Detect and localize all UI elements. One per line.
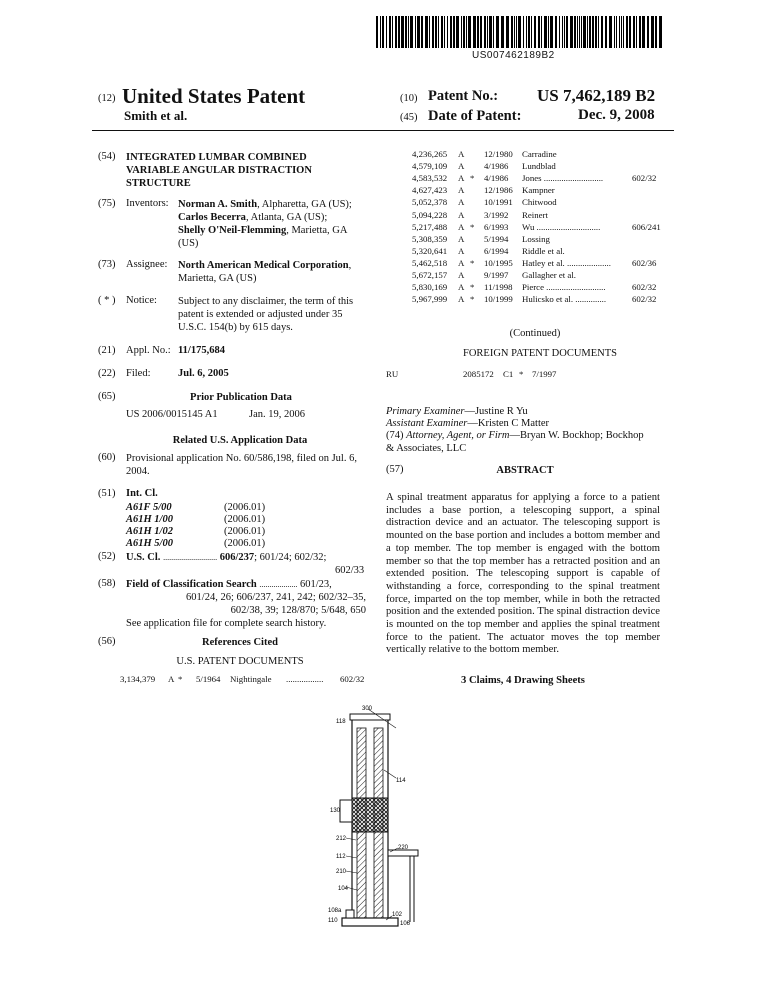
field-search xyxy=(126,578,371,591)
int-cl-code: A61H 1/00 xyxy=(126,514,173,525)
barcode-bar xyxy=(655,16,657,48)
field-label: Field of Classification Search xyxy=(126,579,257,590)
inventor-name: Shelly O'Neil-Flemming xyxy=(178,225,287,236)
attorney-label: Attorney, Agent, or Firm xyxy=(406,430,510,441)
barcode-bar xyxy=(417,16,420,48)
prior-pub-heading: Prior Publication Data xyxy=(190,392,292,403)
assignee-location: Marietta, GA (US) xyxy=(178,273,257,284)
barcode-bar xyxy=(609,16,612,48)
ref-num: 5,462,518 xyxy=(412,257,448,268)
ref-date: 9/1997 xyxy=(484,270,509,280)
barcode-bar xyxy=(405,16,407,48)
inventor-name: Norman A. Smith xyxy=(178,199,258,210)
code-56: (56) xyxy=(98,636,116,647)
assignee-comma: , xyxy=(348,260,352,271)
barcode-bar xyxy=(516,16,517,48)
barcode-bar xyxy=(421,16,423,48)
ref-num: 4,236,265 xyxy=(412,149,448,159)
provisional-line: 2004. xyxy=(126,466,150,477)
drawing-label: 300 xyxy=(362,706,373,712)
code-10: (10) xyxy=(400,93,418,104)
int-cl-row xyxy=(126,525,286,537)
foreign-heading: FOREIGN PATENT DOCUMENTS xyxy=(462,348,618,359)
foreign-country: RU xyxy=(386,369,399,379)
int-cl-version: (2006.01) xyxy=(224,514,266,525)
us-cl-rest: ; 601/24; 602/32; xyxy=(254,552,327,563)
field-line: 602/38, 39; 128/870; 5/648, 650 xyxy=(230,605,366,616)
continued: (Continued) xyxy=(509,328,561,339)
ref-kind: A xyxy=(458,185,465,196)
abstract-heading: ABSTRACT xyxy=(496,465,554,476)
ref-kind: A xyxy=(458,161,465,172)
barcode-bar xyxy=(461,16,462,48)
filed-date: Jul. 6, 2005 xyxy=(178,368,229,379)
ref-num: 4,583,532 xyxy=(412,173,448,184)
title xyxy=(126,151,312,190)
ref-cls: 602/32 xyxy=(632,282,657,293)
ref-name: Carradine xyxy=(522,149,557,159)
ref-cls: 602/32 xyxy=(632,294,657,305)
drawing-label: 212 xyxy=(336,836,347,842)
ref-row xyxy=(412,222,660,234)
code-21: (21) xyxy=(98,345,116,356)
ref-name: Lossing xyxy=(522,233,550,244)
barcode xyxy=(374,16,664,50)
ref-date: 6/1994 xyxy=(484,245,509,256)
barcode-bar xyxy=(579,16,580,48)
barcode-bar xyxy=(626,16,628,48)
inventor-name: Carlos Becerra xyxy=(178,212,246,223)
barcode-bar xyxy=(548,16,549,48)
authors: Smith et al. xyxy=(124,108,188,123)
us-cl-label: U.S. Cl. xyxy=(126,552,161,563)
barcode-bar xyxy=(518,16,521,48)
header-rule xyxy=(92,130,674,131)
ref-row xyxy=(412,294,660,306)
ref-num: 5,308,359 xyxy=(412,233,448,244)
code-65: (65) xyxy=(98,391,116,402)
title-line: INTEGRATED LUMBAR COMBINED xyxy=(126,152,307,163)
code-57: (57) xyxy=(386,464,404,475)
barcode-bar xyxy=(642,16,645,48)
ref-name: Pierce ........................... xyxy=(522,282,606,293)
barcode-bar xyxy=(619,16,620,48)
ref-row xyxy=(412,185,660,197)
ref-name: Hulicsko et al. .............. xyxy=(522,294,607,305)
ref-name: Reinert xyxy=(522,209,548,220)
barcode-bar xyxy=(550,16,553,48)
barcode-bar xyxy=(489,16,492,48)
notice-line: U.S.C. 154(b) by 615 days. xyxy=(178,322,293,333)
barcode-bar xyxy=(425,16,428,48)
ref-kind: A xyxy=(458,173,465,184)
related-heading: Related U.S. Application Data xyxy=(172,435,308,446)
barcode-bar xyxy=(651,16,654,48)
barcode-bar xyxy=(435,16,437,48)
inventor-location: (US) xyxy=(178,238,199,249)
pub-no: US 2006/0015145 A1 xyxy=(126,409,218,420)
ref-cls: 602/36 xyxy=(632,257,657,268)
barcode-bar xyxy=(441,16,443,48)
ref-num: 3,134,379 xyxy=(120,674,156,684)
ref-num: 5,217,488 xyxy=(412,221,448,232)
assistant-label: Assistant Examiner xyxy=(386,418,468,429)
barcode-bar xyxy=(544,16,547,48)
field-dots: ................... xyxy=(259,580,298,589)
ref-kind: A xyxy=(458,221,465,232)
ref-kind: A xyxy=(458,233,465,244)
ref-date: 12/1980 xyxy=(484,149,513,159)
ref-name: Lundblad xyxy=(522,161,556,172)
ref-num: 5,830,169 xyxy=(412,282,448,293)
ref-row xyxy=(412,282,660,294)
barcode-bar xyxy=(592,16,594,48)
code-51: (51) xyxy=(98,488,116,499)
barcode-bar xyxy=(401,16,404,48)
ref-kind: A xyxy=(458,257,465,268)
ref-date: 4/1986 xyxy=(484,173,509,184)
ref-num: 5,967,999 xyxy=(412,294,448,305)
assignee-name: North American Medical Corporation xyxy=(178,260,349,271)
inventors xyxy=(178,198,368,250)
code-58: (58) xyxy=(98,578,116,589)
barcode-bar xyxy=(392,16,393,48)
code-60: (60) xyxy=(98,452,116,463)
ref-date: 10/1999 xyxy=(484,294,513,305)
barcode-bar xyxy=(463,16,465,48)
barcode-bar xyxy=(616,16,617,48)
title-line: STRUCTURE xyxy=(126,178,191,189)
barcode-bar xyxy=(432,16,434,48)
barcode-bar xyxy=(566,16,568,48)
field-lines xyxy=(126,591,366,617)
ref-row xyxy=(412,173,660,185)
barcode-bar xyxy=(598,16,599,48)
ref-kind: A xyxy=(458,282,465,293)
int-cl-code: A61H 5/00 xyxy=(126,538,173,549)
barcode-bar xyxy=(429,16,430,48)
inventor-location: , Marietta, GA xyxy=(286,225,348,236)
title-line: VARIABLE ANGULAR DISTRACTION xyxy=(126,165,312,176)
barcode-bar xyxy=(633,16,635,48)
barcode-bar xyxy=(447,16,448,48)
us-cl-rest-line: 602/33 xyxy=(335,565,365,576)
inventor-location: , Alpharetta, GA (US); xyxy=(257,199,352,210)
int-cl-code: A61H 1/02 xyxy=(126,526,173,537)
ref-star: * xyxy=(470,257,475,268)
drawing-label: 112 xyxy=(336,854,346,860)
barcode-bar xyxy=(534,16,536,48)
barcode-bar xyxy=(415,16,416,48)
barcode-bar xyxy=(587,16,588,48)
ref-dots: ................. xyxy=(286,674,324,684)
barcode-bar xyxy=(477,16,479,48)
barcode-bar xyxy=(623,16,624,48)
drawing-label: 108a xyxy=(328,908,342,914)
barcode-bar xyxy=(562,16,563,48)
barcode-bar xyxy=(438,16,439,48)
barcode-bar xyxy=(410,16,413,48)
attorney-name: —Bryan W. Bockhop; Bockhop xyxy=(509,430,644,441)
barcode-bar xyxy=(595,16,597,48)
code-75: (75) xyxy=(98,198,116,209)
ref-date: 6/1993 xyxy=(484,221,509,232)
ref-row xyxy=(412,210,660,222)
attorney-line2: & Associates, LLC xyxy=(386,443,467,454)
barcode-bar xyxy=(398,16,400,48)
code-52: (52) xyxy=(98,551,116,562)
barcode-bar xyxy=(528,16,530,48)
ref-kind: A xyxy=(458,245,465,256)
ref-num: 4,627,423 xyxy=(412,185,448,196)
barcode-bar xyxy=(574,16,576,48)
patent-type: United States Patent xyxy=(122,84,306,108)
ref-class: 602/32 xyxy=(340,674,365,684)
barcode-bar xyxy=(577,16,578,48)
assistant-name: —Kristen C Matter xyxy=(467,418,550,429)
attorney xyxy=(386,429,664,455)
us-docs-heading: U.S. PATENT DOCUMENTS xyxy=(176,656,304,667)
barcode-bar xyxy=(506,16,509,48)
drawing-figure xyxy=(310,700,460,935)
notice-line: patent is extended or adjusted under 35 xyxy=(178,309,343,320)
patent-no: US 7,462,189 B2 xyxy=(537,86,656,105)
ref-date: 10/1991 xyxy=(484,197,513,208)
barcode-bar xyxy=(583,16,586,48)
barcode-bar xyxy=(456,16,459,48)
int-cl-version: (2006.01) xyxy=(224,538,266,549)
ref-kind: A xyxy=(458,294,465,305)
ref-name: Chitwood xyxy=(522,197,557,208)
patent-no-label: Patent No.: xyxy=(428,88,499,104)
notice-text xyxy=(178,295,370,334)
int-cl-list xyxy=(126,501,286,549)
ref-star: * xyxy=(470,221,475,232)
ref-cls: 606/241 xyxy=(632,221,661,232)
barcode-bar xyxy=(621,16,622,48)
drawing-label: 130 xyxy=(330,808,341,814)
attorney-code: (74) xyxy=(386,430,407,441)
abstract-text: A spinal treatment apparatus for applying a force to a patient includes a base portion, a telescoping support, a spinal distraction device and an actuator. The telescoping support is mounted on the base portion and includes a bottom member and a top member. The top member is engaged with the bottom member so that the top member has a retracted position and an extended position. The telescoping support is capable of withstanding a force, corresponding to the spinal treatment force, imparted on the top member, while in both the retracted position and the extended position. The spinal distraction device is mounted on the top member and applies the spinal treatment force to the patient. The actuator moves the top member vertically relative to the bottom member. xyxy=(386,492,660,656)
refs-heading: References Cited xyxy=(202,637,278,648)
barcode-bar xyxy=(639,16,641,48)
barcode-bar xyxy=(636,16,637,48)
notice-line: Subject to any disclaimer, the term of this xyxy=(178,296,354,307)
primary-name: —Justine R Yu xyxy=(464,406,528,417)
ref-name: Nightingale xyxy=(230,674,272,684)
appl-no: 11/175,684 xyxy=(178,345,225,356)
drawing-label: 118 xyxy=(336,719,346,725)
ref-date: 10/1995 xyxy=(484,257,513,268)
ref-row xyxy=(412,258,660,270)
foreign-num: 2085172 xyxy=(463,369,494,379)
ref-num: 5,320,641 xyxy=(412,245,448,256)
barcode-bar xyxy=(601,16,603,48)
assignee-label: Assignee: xyxy=(126,259,168,270)
ref-kind: A xyxy=(458,197,465,208)
ref-date: 3/1992 xyxy=(484,209,509,220)
ref-date: 11/1998 xyxy=(484,282,513,293)
ref-star: * xyxy=(470,294,475,305)
barcode-bar xyxy=(501,16,504,48)
barcode-bar xyxy=(496,16,499,48)
barcode-bar xyxy=(555,16,557,48)
pub-date: Jan. 19, 2006 xyxy=(249,409,305,420)
patent-drawing xyxy=(310,700,460,935)
drawing-label: 104 xyxy=(338,886,349,892)
barcode-bar xyxy=(493,16,494,48)
claims-line: 3 Claims, 4 Drawing Sheets xyxy=(461,675,585,686)
barcode-bar xyxy=(605,16,607,48)
ref-date: 5/1964 xyxy=(196,674,221,684)
drawing-label: 220 xyxy=(398,845,409,851)
date-label: Date of Patent: xyxy=(428,108,522,124)
ref-name: Gallagher et al. xyxy=(522,270,576,280)
us-cl-dots: ........................... xyxy=(163,553,218,562)
barcode-bar xyxy=(444,16,445,48)
ref-row xyxy=(412,161,660,173)
barcode-bar xyxy=(484,16,486,48)
code-54: (54) xyxy=(98,151,116,162)
ref-kind: A xyxy=(458,149,465,159)
ref-num: 5,672,157 xyxy=(412,270,448,280)
field-first: 601/23, xyxy=(300,579,332,590)
ref-row xyxy=(412,270,660,282)
int-cl-version: (2006.01) xyxy=(224,526,266,537)
ref-date: 12/1986 xyxy=(484,185,513,196)
ref-name: Riddle et al. xyxy=(522,245,565,256)
int-cl-row xyxy=(126,501,286,513)
ref-name: Hatley et al. .................... xyxy=(522,257,611,268)
barcode-bar xyxy=(468,16,471,48)
barcode-bar xyxy=(511,16,513,48)
us-cl xyxy=(126,551,371,564)
ref-row xyxy=(412,149,660,161)
int-cl-row xyxy=(126,537,286,549)
drawing-label: 106 xyxy=(400,921,411,927)
foreign-ref xyxy=(386,369,646,381)
drawing-label: 114 xyxy=(396,778,406,784)
barcode-bar xyxy=(480,16,482,48)
ref-name: Kampner xyxy=(522,185,555,196)
ref-num: 5,052,378 xyxy=(412,197,448,208)
field-see: See application file for complete search history. xyxy=(126,618,327,629)
barcode-bar xyxy=(541,16,542,48)
primary-label: Primary Examiner xyxy=(386,406,465,417)
barcode-bar xyxy=(589,16,591,48)
barcode-bar xyxy=(466,16,467,48)
barcode-bar xyxy=(380,16,381,48)
barcode-bar xyxy=(581,16,582,48)
code-22: (22) xyxy=(98,368,116,379)
ref-name: Wu ............................. xyxy=(522,221,601,232)
assignee xyxy=(178,259,373,285)
ref-num: 5,094,228 xyxy=(412,209,448,220)
barcode-bar xyxy=(487,16,488,48)
int-cl-code: A61F 5/00 xyxy=(126,502,172,513)
barcode-bar xyxy=(514,16,515,48)
drawing-label: 102 xyxy=(392,912,403,918)
drawing-label: 210 xyxy=(336,869,347,875)
ref-row xyxy=(412,234,660,246)
ref-date: 4/1986 xyxy=(484,161,509,172)
barcode-bar xyxy=(659,16,662,48)
field-line: 601/24, 26; 606/237, 241, 242; 602/32–35, xyxy=(186,592,366,603)
ref-kind: A xyxy=(168,674,175,684)
ref-star: * xyxy=(470,173,475,184)
barcode-bar xyxy=(473,16,476,48)
provisional-line: Provisional application No. 60/586,198, filed on Jul. 6, xyxy=(126,453,357,464)
barcode-bar xyxy=(564,16,565,48)
appl-label: Appl. No.: xyxy=(126,345,171,356)
barcode-bar xyxy=(376,16,378,48)
ref-row xyxy=(412,197,660,209)
barcode-bars xyxy=(374,16,664,50)
barcode-bar xyxy=(408,16,409,48)
notice-label: Notice: xyxy=(126,295,157,306)
int-cl-row xyxy=(126,513,286,525)
barcode-bar xyxy=(570,16,573,48)
inventors-label: Inventors: xyxy=(126,198,169,209)
barcode-bar xyxy=(647,16,649,48)
ref-cls: 602/32 xyxy=(632,173,657,184)
ref-kind: A xyxy=(458,270,465,280)
ref-star: * xyxy=(178,674,183,684)
barcode-bar xyxy=(526,16,527,48)
barcode-bar xyxy=(453,16,455,48)
int-cl-label: Int. Cl. xyxy=(126,488,158,499)
foreign-star: * xyxy=(519,369,524,379)
filed-label: Filed: xyxy=(126,368,151,379)
barcode-bar xyxy=(382,16,384,48)
inventor-location: , Atlanta, GA (US); xyxy=(245,212,328,223)
ref-name: Jones ........................... xyxy=(522,173,604,184)
code-45: (45) xyxy=(400,112,418,123)
ref-star: * xyxy=(470,282,475,293)
barcode-bar xyxy=(389,16,391,48)
barcode-bar xyxy=(523,16,524,48)
code-12: (12) xyxy=(98,93,116,104)
barcode-bar xyxy=(450,16,452,48)
code-notice: ( * ) xyxy=(98,295,116,306)
barcode-bar xyxy=(386,16,387,48)
foreign-kind: C1 xyxy=(503,369,514,379)
provisional xyxy=(126,452,371,478)
ref-row xyxy=(412,246,660,258)
code-73: (73) xyxy=(98,259,116,270)
barcode-bar xyxy=(395,16,397,48)
ref-row xyxy=(120,674,366,686)
ref-kind: A xyxy=(458,209,465,220)
barcode-bar xyxy=(629,16,631,48)
drawing-label: 110 xyxy=(328,918,338,924)
int-cl-version: (2006.01) xyxy=(224,502,266,513)
ref-num: 4,579,109 xyxy=(412,161,448,172)
barcode-bar xyxy=(531,16,532,48)
barcode-bar xyxy=(559,16,560,48)
us-cl-primary: 606/237 xyxy=(219,552,255,563)
barcode-bar xyxy=(538,16,540,48)
barcode-number: US007462189B2 xyxy=(472,50,555,61)
patent-date: Dec. 9, 2008 xyxy=(578,107,655,123)
barcode-bar xyxy=(614,16,615,48)
ref-date: 5/1994 xyxy=(484,233,509,244)
foreign-date: 7/1997 xyxy=(532,369,557,379)
